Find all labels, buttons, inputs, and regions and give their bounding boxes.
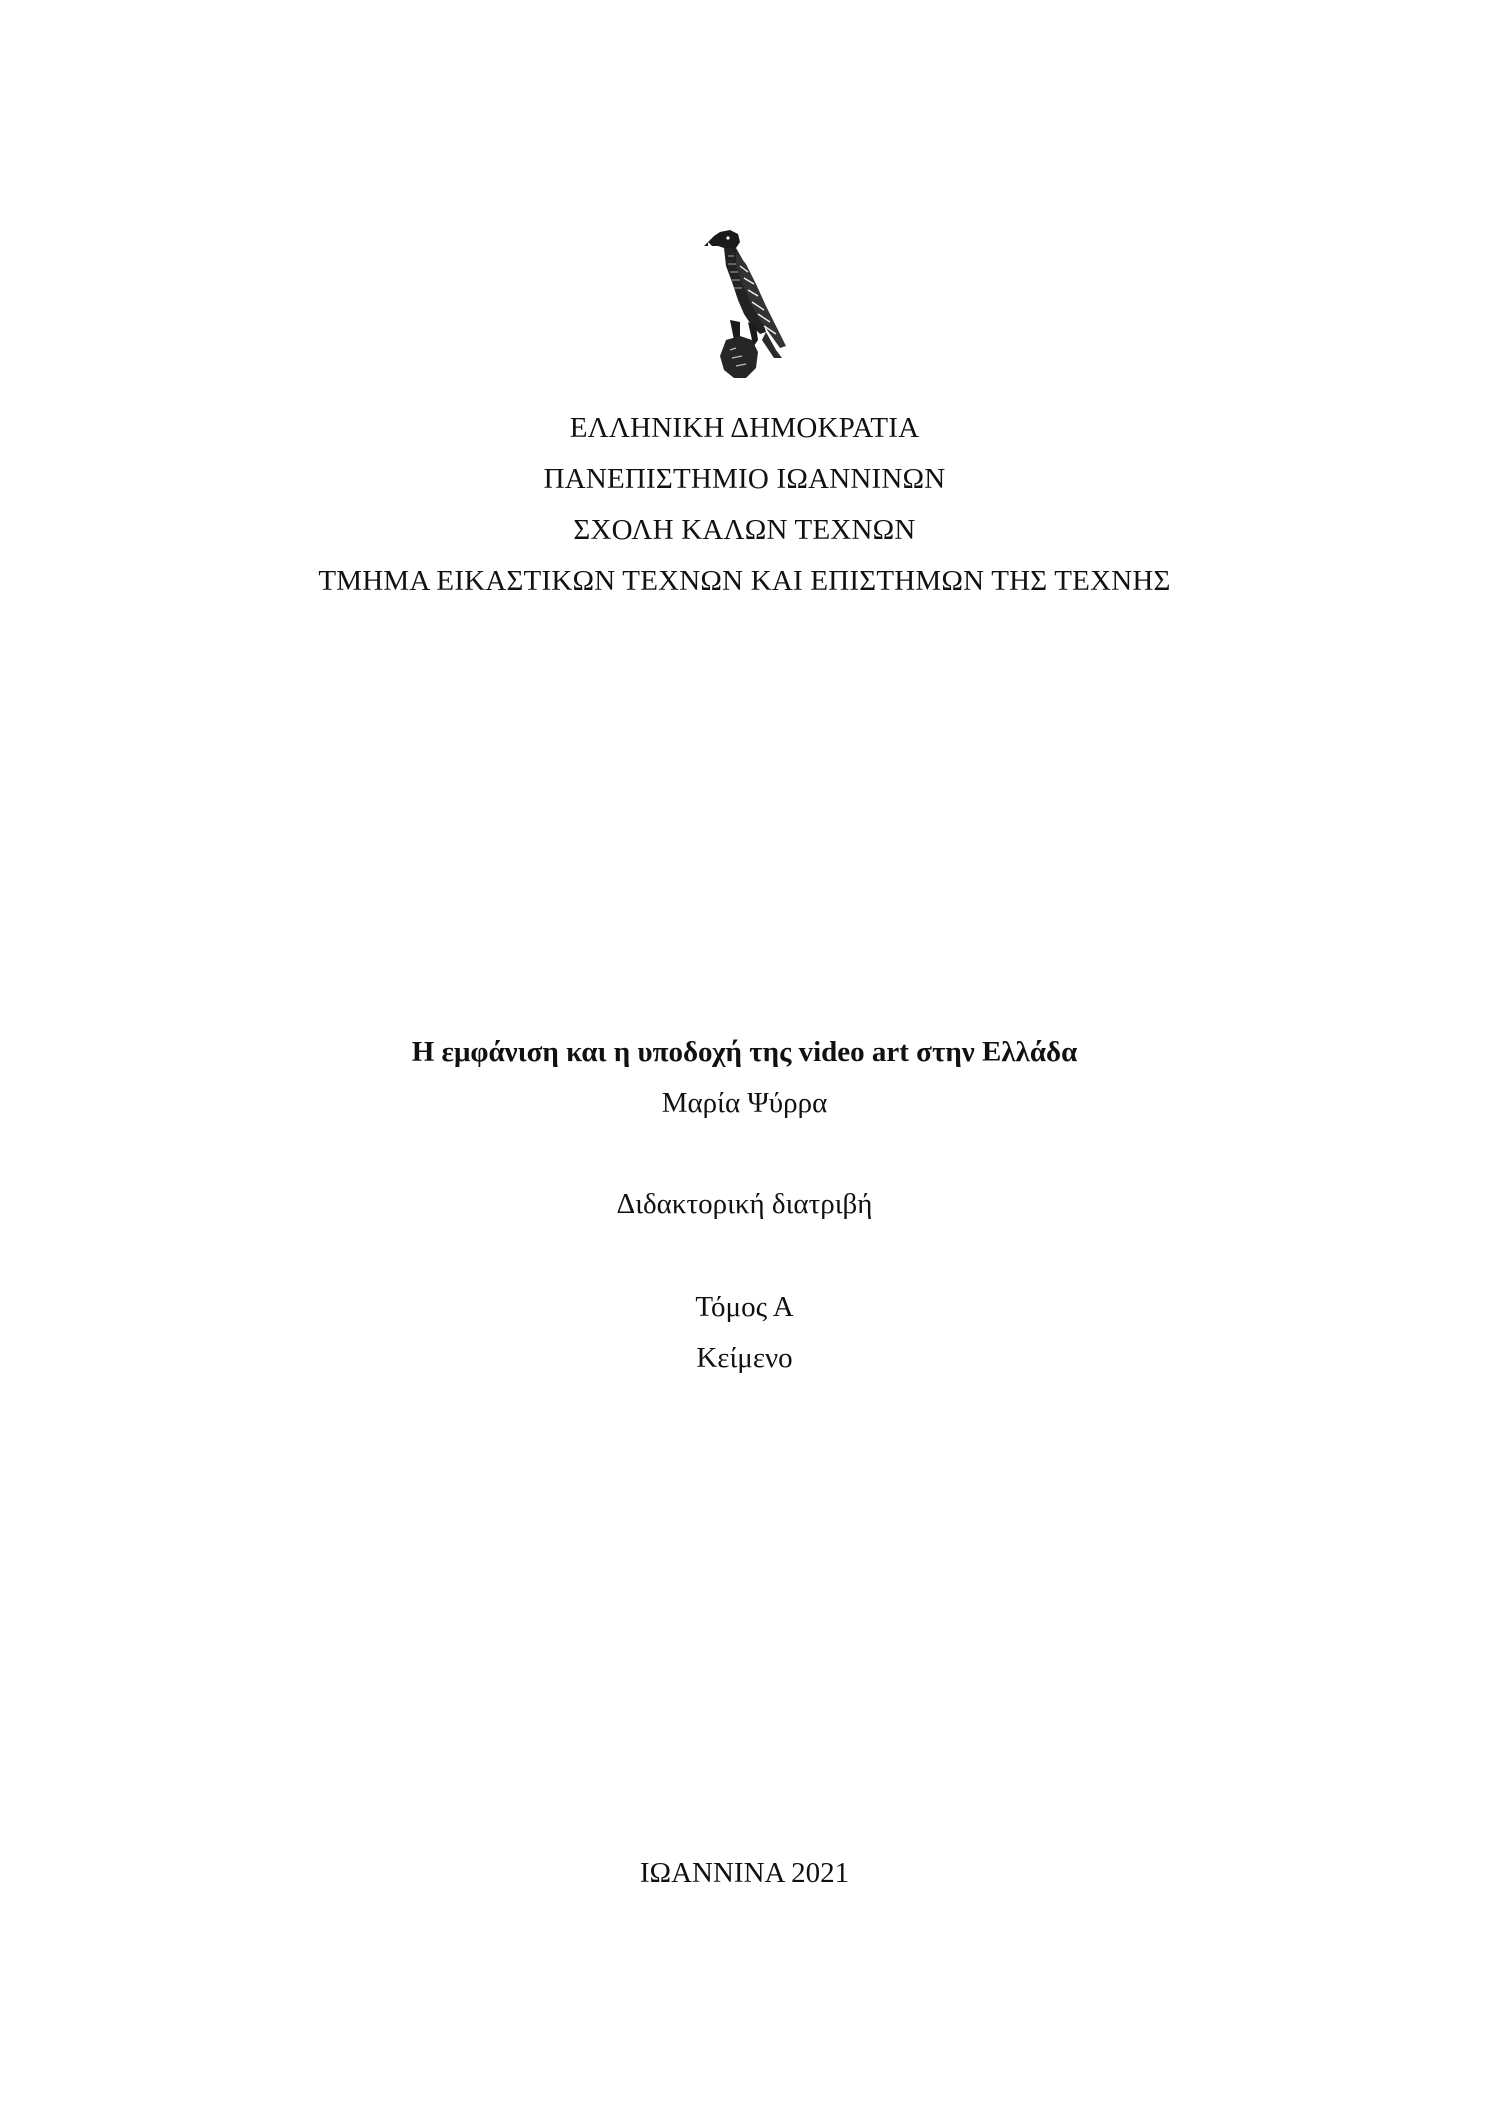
place-year: ΙΩΑΝΝΙΝΑ 2021	[639, 1857, 850, 1889]
volume-content: Κείμενο	[696, 1342, 793, 1374]
volume-label: Τόμος Α	[695, 1291, 794, 1323]
thesis-title: Η εμφάνιση και η υποδοχή της video art στην Ελλάδα	[411, 1036, 1078, 1068]
document-type: Διδακτορική διατριβή	[616, 1188, 873, 1220]
institution-line-department: ΤΜΗΜΑ ΕΙΚΑΣΤΙΚΩΝ ΤΕΧΝΩΝ ΚΑΙ ΕΠΙΣΤΗΜΩΝ ΤΗΣ ΤΕΧΝΗΣ	[318, 565, 1171, 597]
eagle-emblem-icon	[700, 222, 790, 382]
institution-line-republic: ΕΛΛΗΝΙΚΗ ΔΗΜΟΚΡΑΤΙΑ	[569, 412, 920, 444]
institution-line-school: ΣΧΟΛΗ ΚΑΛΩΝ ΤΕΧΝΩΝ	[573, 514, 916, 546]
institution-line-university: ΠΑΝΕΠΙΣΤΗΜΙΟ ΙΩΑΝΝΙΝΩΝ	[543, 463, 946, 495]
author-name: Μαρία Ψύρρα	[661, 1087, 828, 1119]
